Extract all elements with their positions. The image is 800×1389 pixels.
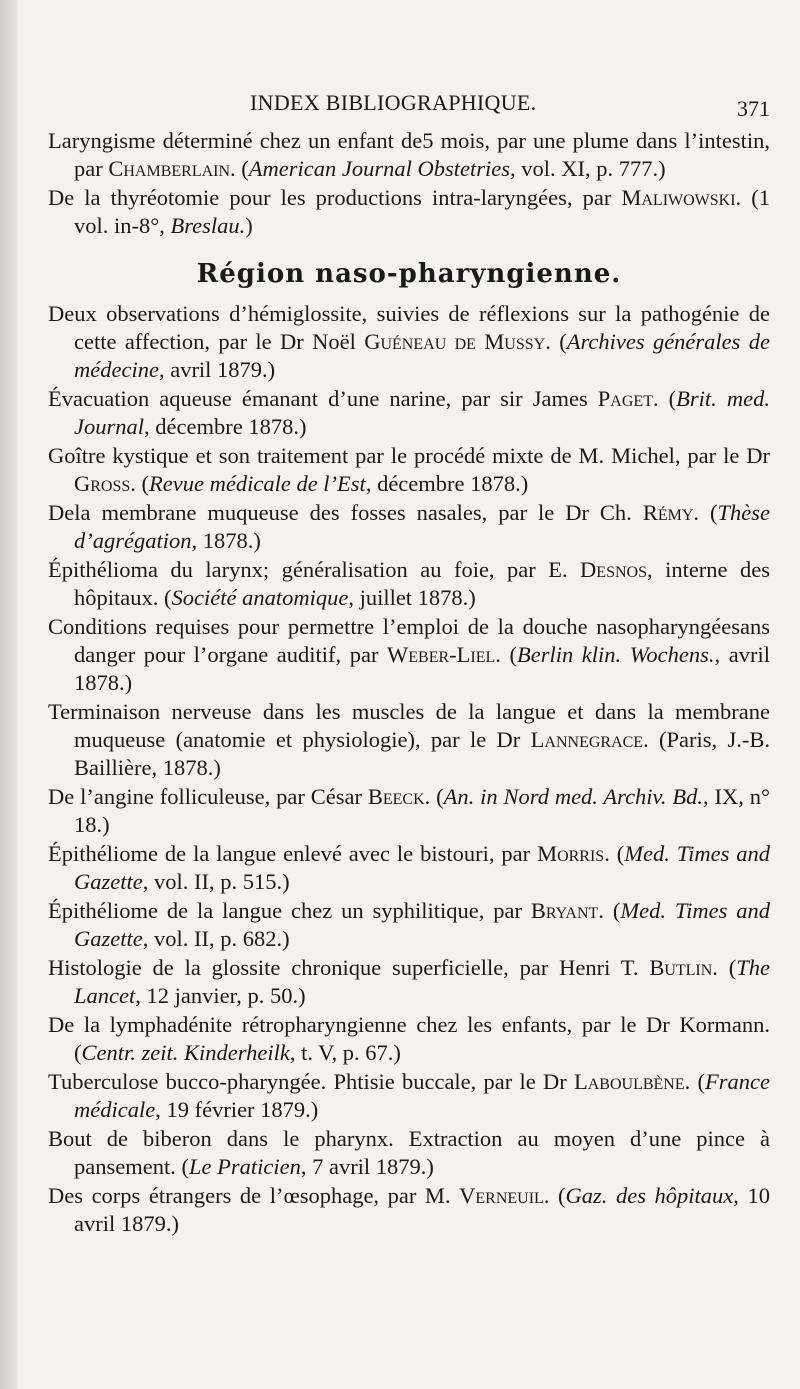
bibliography-entry (48, 840, 770, 896)
entry-text: ( (609, 841, 625, 866)
entry-source: Archives générales de médecine (74, 329, 771, 382)
entry-text: ( (235, 156, 249, 181)
entry-text: De la lymphadénite rétropharyngienne chez les enfants, par le Dr Kormann. ( (48, 1012, 770, 1065)
entry-text: ( (500, 642, 517, 667)
entry-text: Tuberculose bucco-pharyngée. Phtisie buccale, par le Dr (48, 1069, 574, 1094)
entry-text: ) (245, 213, 253, 238)
entry-source: Med. Times and Gazette (74, 841, 771, 894)
entry-author: Laboulbène. (574, 1069, 691, 1094)
entry-text: , t. V, p. 67.) (289, 1040, 401, 1065)
bibliography-entry (48, 442, 770, 498)
entry-text: Épithéliome de la langue enlevé avec le bistouri, par (48, 841, 538, 866)
entry-text: ( (549, 1183, 566, 1208)
bibliography-entry (48, 613, 770, 697)
entry-source: Revue médicale de l’Est (149, 471, 366, 496)
entry-source: Centr. zeit. Kinderheilk (81, 1040, 290, 1065)
entry-author: Lannegrace. (530, 727, 649, 752)
entry-text: , 7 avril 1879.) (300, 1154, 434, 1179)
entry-author: Guéneau de Mussy. (364, 329, 551, 354)
entry-text: Bout de biberon dans le pharynx. Extraction au moyen d’une pince à pansement. ( (48, 1126, 770, 1179)
bibliography-entry (48, 385, 770, 441)
entry-text: , avril 1878.) (74, 642, 770, 695)
entry-text: Évacuation aqueuse émanant d’une narine, par sir James (48, 386, 598, 411)
bibliography-entry (48, 499, 770, 555)
entry-author: Paget. (597, 386, 659, 411)
entry-author: Verneuil. (459, 1183, 550, 1208)
entry-author: Bryant. (530, 898, 604, 923)
entry-source: Thèse d’agrégation (74, 500, 770, 553)
entry-text: interne des hôpitaux. ( (74, 557, 770, 610)
entry-text: ( (430, 784, 444, 809)
entry-text: Des corps étrangers de l’œsophage, par M. (48, 1183, 460, 1208)
entry-text: Laryngisme déterminé chez un enfant de5 mois, par une plume dans l’intestin, par (48, 128, 770, 181)
entry-text: Conditions requises pour permettre l’emploi de la douche nasopharyngéesans danger pour l’organe auditif, par (48, 614, 770, 667)
entry-text: , 19 février 1879.) (155, 1097, 319, 1122)
entry-author: Gross. (74, 471, 136, 496)
bibliography-entry (48, 1011, 770, 1067)
entry-text: ( (690, 1069, 706, 1094)
page-header (0, 86, 800, 126)
entry-source: Med. Times and Gazette (74, 898, 770, 951)
bibliography-entry (48, 184, 770, 240)
entry-author: Morris. (537, 841, 610, 866)
entry-text: , décembre 1878.) (144, 414, 307, 439)
entry-text: ( (717, 955, 737, 980)
entry-author: Desnos, (580, 557, 653, 582)
bibliography-entry (48, 300, 770, 384)
entry-text: De la thyréotomie pour les productions intra-laryngées, par (48, 185, 622, 210)
entry-source: An. in Nord med. Archiv. Bd. (443, 784, 703, 809)
entry-source: Brit. med. Journal (74, 386, 770, 439)
bibliography-entry (48, 127, 770, 183)
bibliography-entry (48, 1182, 770, 1238)
entry-text: Goître kystique et son traitement par le procédé mixte de M. Michel, par le Dr (48, 443, 770, 468)
bibliography-body (48, 127, 770, 1239)
entry-author: Rémy. (642, 500, 699, 525)
entry-text: Terminaison nerveuse dans les muscles de la langue et dans la membrane muqueuse (anatomie et physiologie), par le Dr (48, 699, 770, 752)
entry-text: , vol. XI, p. 777.) (510, 156, 666, 181)
entry-text: ( (135, 471, 150, 496)
entry-text: (1 vol. in-8°, (74, 185, 770, 238)
entry-text: Épithélioma du larynx; généralisation au foie, par E. (48, 557, 581, 582)
entry-text: ( (603, 898, 621, 923)
bibliography-entry (48, 1068, 770, 1124)
entry-source: American Journal Obstetries (248, 156, 510, 181)
entry-author: Weber-Liel. (387, 642, 501, 667)
entry-text: Deux observations d’hémiglossite, suivies de réflexions sur la pathogénie de cette affection, par le Dr Noël (48, 301, 770, 354)
bibliography-entry (48, 698, 770, 782)
entry-source: Gaz. des hôpitaux (565, 1183, 734, 1208)
entry-text: , décembre 1878.) (365, 471, 529, 496)
entry-text: Histologie de la glossite chronique superficielle, par Henri T. (48, 955, 650, 980)
entry-author: Beeck. (367, 784, 431, 809)
page-number: 371 (737, 96, 770, 121)
entry-text: ( (699, 500, 718, 525)
entry-text: , vol. II, p. 682.) (142, 926, 290, 951)
bibliography-entry (48, 783, 770, 839)
entry-source: Société anatomique (171, 585, 349, 610)
entry-text: ( (550, 329, 567, 354)
section-heading: Région naso-pharyngienne. (196, 259, 622, 289)
bibliography-entry (48, 954, 770, 1010)
bibliography-entry (48, 1125, 770, 1181)
entry-text: Dela membrane muqueuse des fosses nasales, par le Dr Ch. (48, 500, 643, 525)
bibliography-entry (48, 897, 770, 953)
entry-author: Maliwowski. (621, 185, 742, 210)
entry-text: (Paris, J.-B. Baillière, 1878.) (74, 727, 771, 780)
entry-text: De l’angine folliculeuse, par César (48, 784, 368, 809)
entry-source: France médicale (74, 1069, 770, 1122)
entry-source: The Lancet (74, 955, 770, 1008)
entry-list-top (48, 127, 770, 240)
entry-text: , juillet 1878.) (348, 585, 476, 610)
entry-author: Butlin. (649, 955, 718, 980)
entry-source: Le Praticien (188, 1154, 301, 1179)
entry-text: , 10 avril 1879.) (74, 1183, 770, 1236)
entry-source: Berlin klin. Wochens. (516, 642, 715, 667)
entry-list-main (48, 300, 770, 1238)
entry-author: Chamberlain. (108, 156, 236, 181)
entry-source: Breslau. (170, 213, 246, 238)
entry-text: ( (658, 386, 677, 411)
entry-text: Épithéliome de la langue chez un syphilitique, par (48, 898, 531, 923)
scan-shadow-edge (0, 0, 18, 1389)
entry-text: , IX, n° 18.) (74, 784, 770, 837)
running-head: INDEX BIBLIOGRAPHIQUE. (250, 90, 537, 115)
entry-text: , 12 janvier, p. 50.) (135, 983, 306, 1008)
entry-text: , vol. II, p. 515.) (142, 869, 290, 894)
bibliography-entry (48, 556, 770, 612)
entry-text: , avril 1879.) (158, 357, 276, 382)
entry-text: , 1878.) (191, 528, 261, 553)
